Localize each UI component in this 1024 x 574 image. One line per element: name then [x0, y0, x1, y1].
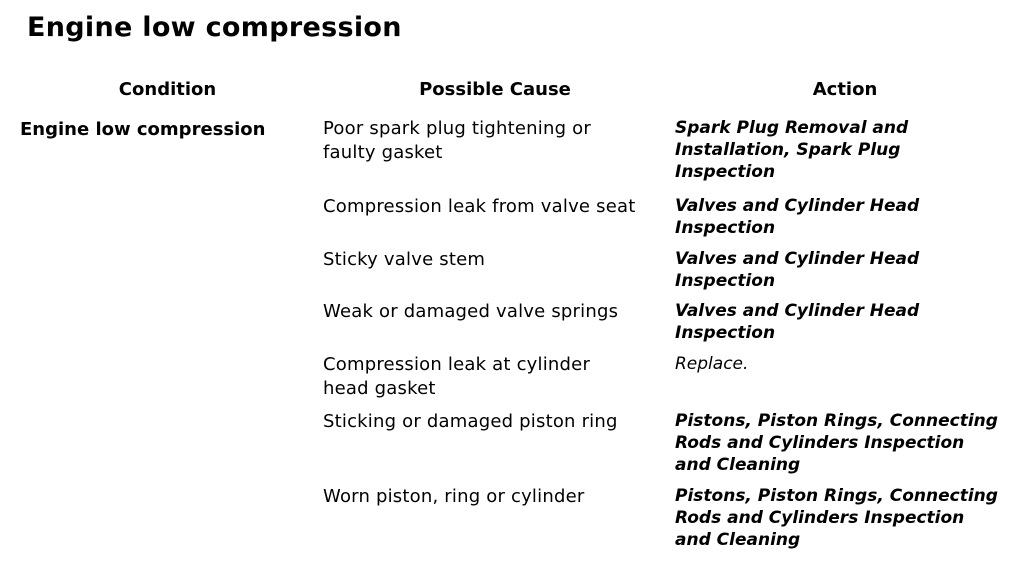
action-line: Inspection	[675, 323, 776, 343]
action-line: Pistons, Piston Rings, Connecting	[675, 486, 998, 506]
action-line: Inspection	[675, 162, 776, 182]
cause-cell	[323, 485, 673, 509]
cause-cell	[323, 410, 673, 434]
cause-cell	[323, 195, 673, 219]
action-line: and Cleaning	[675, 455, 801, 475]
cause-line: Worn piston, ring or cylinder	[323, 486, 585, 507]
page-title: Engine low compression	[27, 12, 402, 43]
cause-cell	[323, 353, 673, 401]
action-line: Spark Plug Removal and	[675, 118, 909, 138]
condition-cell: Engine low compression	[20, 119, 266, 140]
action-line: Rods and Cylinders Inspection	[675, 508, 965, 528]
column-header-action: Action	[812, 79, 878, 100]
cause-line: Weak or damaged valve springs	[323, 301, 619, 322]
action-line: Pistons, Piston Rings, Connecting	[675, 411, 998, 431]
cause-line: Compression leak at cylinder	[323, 354, 591, 375]
action-link[interactable]	[675, 195, 1020, 239]
cause-line: faulty gasket	[323, 142, 443, 163]
action-line: Inspection	[675, 218, 776, 238]
cause-cell	[323, 300, 673, 324]
action-line: Installation, Spark Plug	[675, 140, 901, 160]
action-link[interactable]	[675, 248, 1020, 292]
action-text	[675, 353, 1020, 375]
cause-line: Sticky valve stem	[323, 249, 486, 270]
action-line: Valves and Cylinder Head	[675, 249, 920, 269]
action-link[interactable]	[675, 410, 1020, 476]
action-line: Rods and Cylinders Inspection	[675, 433, 965, 453]
column-header-possible-cause: Possible Cause	[419, 79, 571, 100]
action-line: Valves and Cylinder Head	[675, 301, 920, 321]
action-link[interactable]	[675, 485, 1020, 551]
cause-line: Poor spark plug tightening or	[323, 118, 591, 139]
action-link[interactable]	[675, 117, 1020, 183]
column-header-condition: Condition	[118, 79, 217, 100]
cause-cell	[323, 248, 673, 272]
cause-line: Sticking or damaged piston ring	[323, 411, 618, 432]
cause-line: Compression leak from valve seat	[323, 196, 636, 217]
cause-line: head gasket	[323, 378, 436, 399]
action-link[interactable]	[675, 300, 1020, 344]
action-line: and Cleaning	[675, 530, 801, 550]
action-line: Valves and Cylinder Head	[675, 196, 920, 216]
cause-cell	[323, 117, 673, 165]
action-line: Inspection	[675, 271, 776, 291]
action-line: Replace.	[675, 354, 749, 374]
